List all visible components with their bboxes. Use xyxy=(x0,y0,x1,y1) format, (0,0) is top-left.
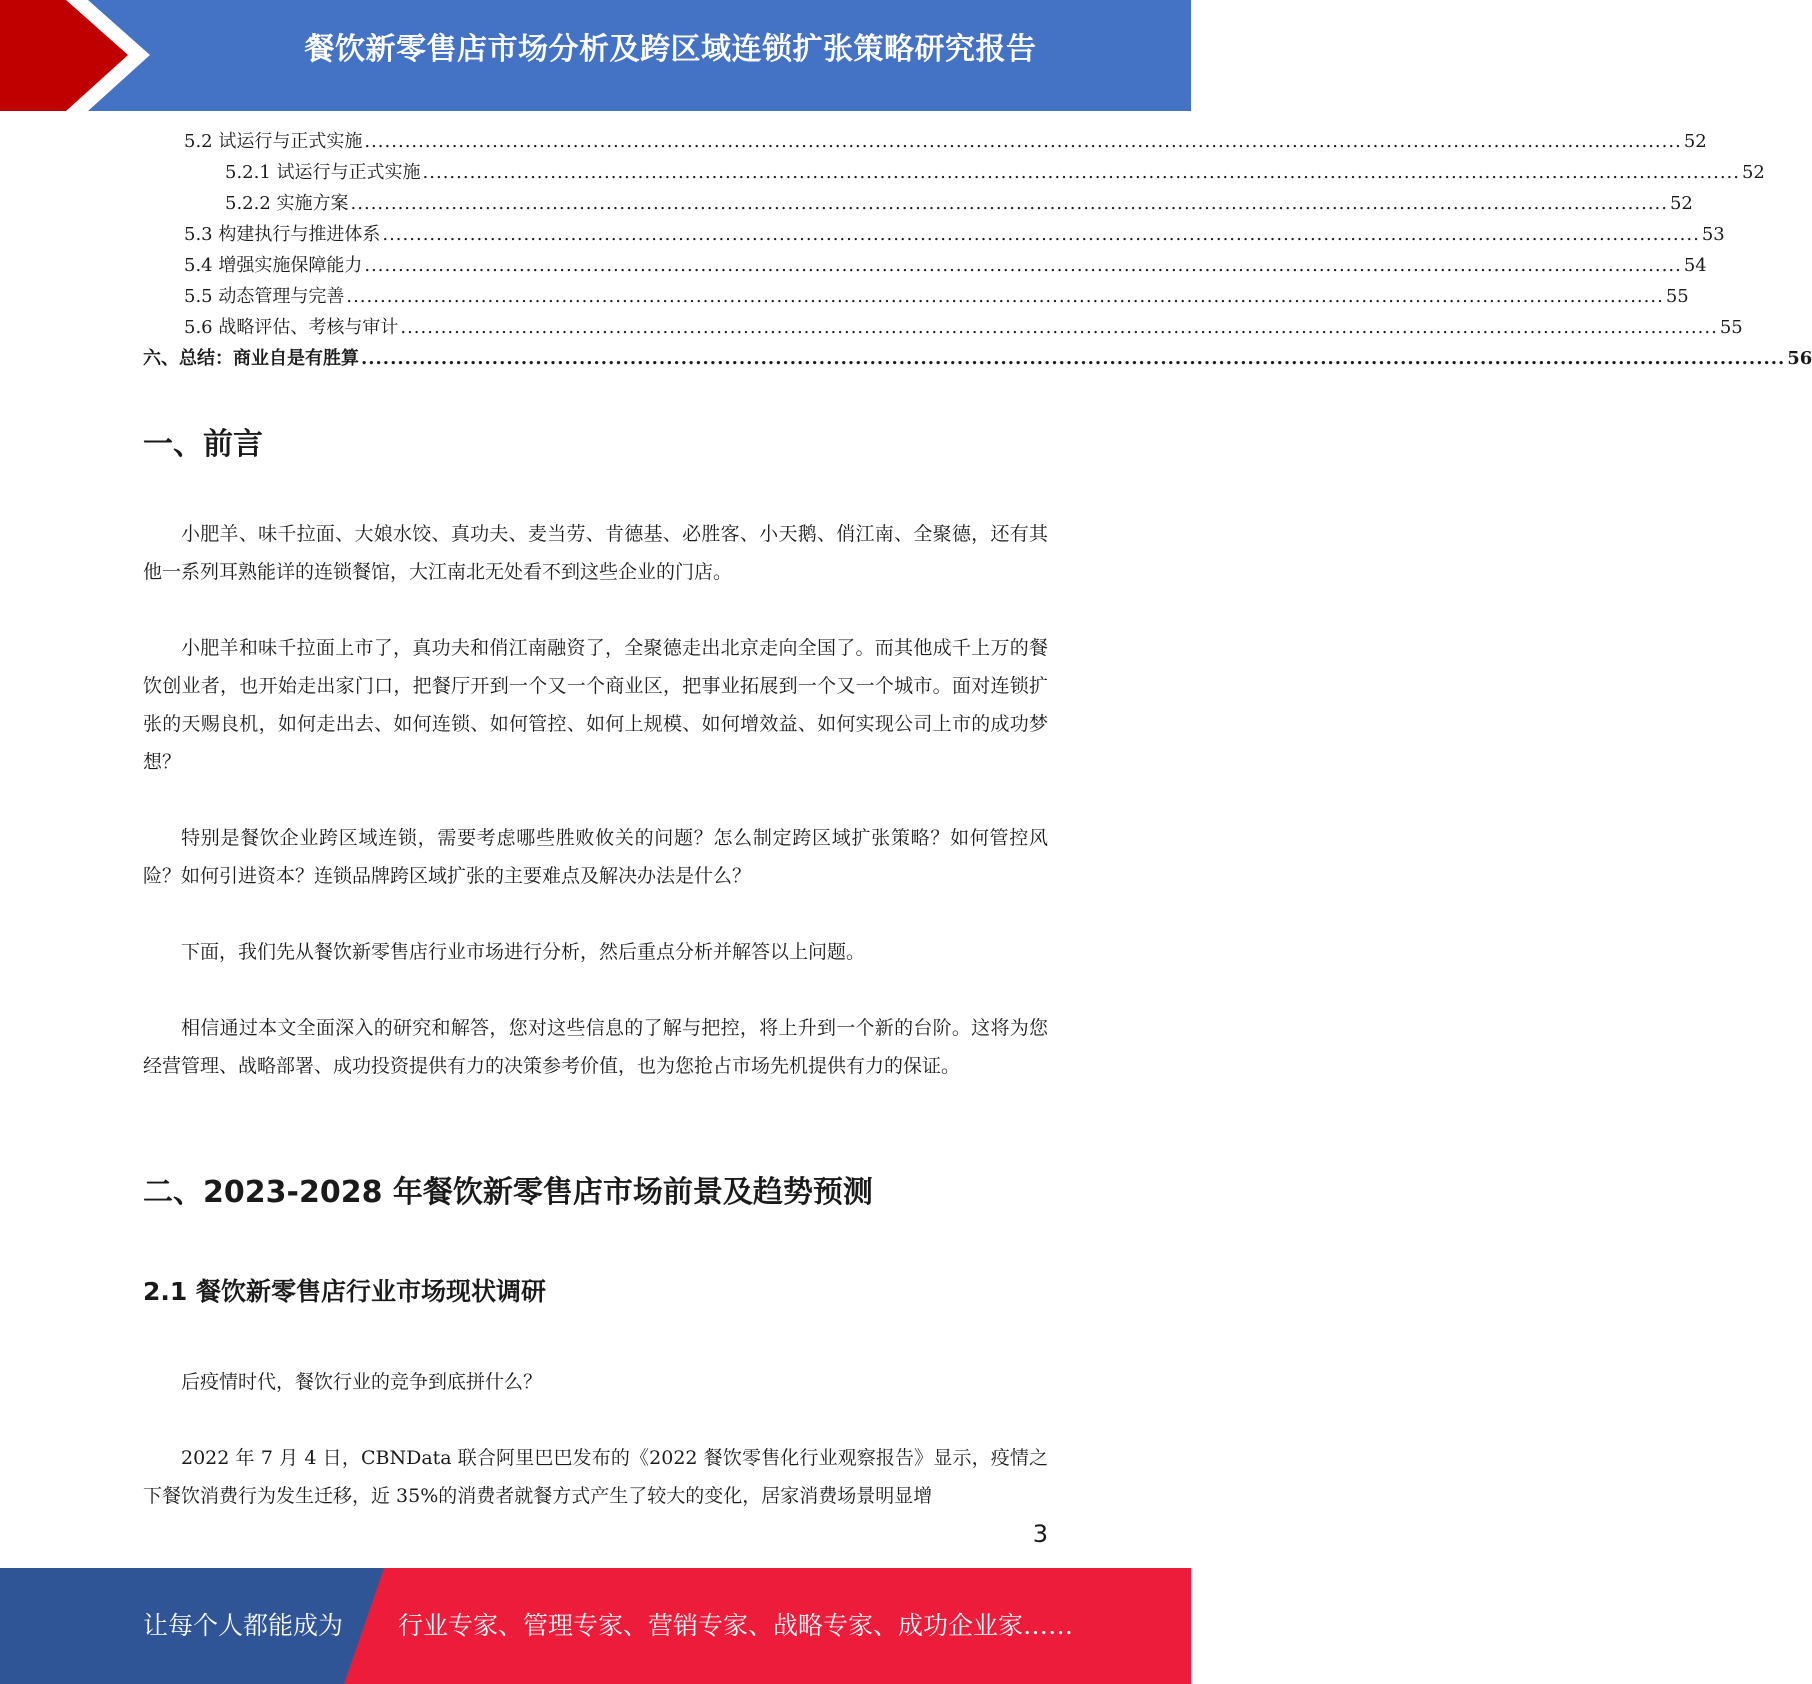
footer-slogan-left: 让每个人都能成为 xyxy=(143,1611,344,1640)
toc-item[interactable] xyxy=(184,252,1707,280)
subsection-heading-status: 2.1 餐饮新零售店行业市场现状调研 xyxy=(143,1277,546,1306)
toc-item-page: 54 xyxy=(1683,255,1707,276)
paragraph: 后疫情时代，餐饮行业的竞争到底拼什么？ xyxy=(181,1371,543,1393)
toc-item[interactable] xyxy=(184,283,1689,311)
toc-item-title: 5.6 战略评估、考核与审计 xyxy=(184,317,399,338)
toc-item[interactable] xyxy=(184,221,1725,249)
page-footer xyxy=(0,1568,1191,1684)
toc-item-page: 55 xyxy=(1665,286,1689,307)
toc-leader-dots: .................................................................................................................................................................................................... xyxy=(382,224,1700,245)
toc-item[interactable] xyxy=(225,190,1693,218)
toc-leader-dots: .................................................................................................................................................................................................... xyxy=(346,286,1664,307)
paragraph: 小肥羊、味千拉面、大娘水饺、真功夫、麦当劳、肯德基、必胜客、小天鹅、俏江南、全聚德，还有其他一系列耳熟能详的连锁餐馆，大江南北无处看不到这些企业的门店。 xyxy=(143,523,1048,583)
toc-leader-dots: .................................................................................................................................................................................................... xyxy=(364,255,1682,276)
footer-slogan-right: 行业专家、管理专家、营销专家、战略专家、成功企业家…… xyxy=(398,1611,1074,1640)
report-title: 餐饮新零售店市场分析及跨区域连锁扩张策略研究报告 xyxy=(304,32,1037,67)
toc-leader-dots: .................................................................................................................................................................................................... xyxy=(422,162,1740,183)
page-header xyxy=(0,0,1191,111)
section-heading-preface: 一、前言 xyxy=(143,427,263,462)
toc-item-title: 六、总结：商业自是有胜算 xyxy=(143,348,359,369)
paragraph: 小肥羊和味千拉面上市了，真功夫和俏江南融资了，全聚德走出北京走向全国了。而其他成千上万的餐饮创业者，也开始走出家门口，把餐厅开到一个又一个商业区，把事业拓展到一个又一个城市。面对连锁扩张的天赐良机，如何走出去、如何连锁、如何管控、如何上规模、如何增效益、如何实现公司上市的成功梦想？ xyxy=(143,637,1048,773)
paragraph: 2022 年 7 月 4 日，CBNData 联合阿里巴巴发布的《2022 餐饮零售化行业观察报告》显示，疫情之下餐饮消费行为发生迁移，近 35%的消费者就餐方式产生了较大的变化，居家消费场景明显增 xyxy=(143,1447,1048,1507)
toc-item-title: 5.4 增强实施保障能力 xyxy=(184,255,363,276)
page-number: 3 xyxy=(1032,1520,1048,1548)
toc-leader-dots: .................................................................................................................................................................................................... xyxy=(400,317,1718,338)
toc-item-title: 5.3 构建执行与推进体系 xyxy=(184,224,381,245)
toc-leader-dots: .................................................................................................................................................................................................... xyxy=(364,131,1682,152)
toc-item-title: 5.2.2 实施方案 xyxy=(225,193,349,214)
toc-item-page: 55 xyxy=(1719,317,1743,338)
toc-item-page: 52 xyxy=(1683,131,1707,152)
paragraph: 下面，我们先从餐饮新零售店行业市场进行分析，然后重点分析并解答以上问题。 xyxy=(181,941,866,963)
toc-item-page: 52 xyxy=(1669,193,1693,214)
toc-item-page: 52 xyxy=(1741,162,1765,183)
paragraph: 相信通过本文全面深入的研究和解答，您对这些信息的了解与把控，将上升到一个新的台阶。这将为您经营管理、战略部署、成功投资提供有力的决策参考价值，也为您抢占市场先机提供有力的保证。 xyxy=(143,1017,1048,1077)
toc-item-page: 53 xyxy=(1701,224,1725,245)
toc-item-title: 5.2 试运行与正式实施 xyxy=(184,131,363,152)
toc-item-page: 56 xyxy=(1787,348,1812,369)
toc-item[interactable] xyxy=(225,159,1765,187)
section-heading-forecast: 二、2023-2028 年餐饮新零售店市场前景及趋势预测 xyxy=(143,1175,873,1210)
toc-item-title: 5.5 动态管理与完善 xyxy=(184,286,345,307)
paragraph: 特别是餐饮企业跨区域连锁，需要考虑哪些胜败攸关的问题？怎么制定跨区域扩张策略？如何管控风险？如何引进资本？连锁品牌跨区域扩张的主要难点及解决办法是什么？ xyxy=(143,827,1048,887)
toc-item[interactable] xyxy=(184,314,1743,342)
toc-leader-dots: .................................................................................................................................................................................................... xyxy=(350,193,1668,214)
toc-leader-dots: .................................................................................................................................................................................................... xyxy=(361,348,1786,369)
toc-item-title: 5.2.1 试运行与正式实施 xyxy=(225,162,421,183)
header-arrow-decoration xyxy=(0,0,150,111)
toc-item[interactable] xyxy=(184,128,1707,156)
toc-item[interactable] xyxy=(143,345,1812,373)
